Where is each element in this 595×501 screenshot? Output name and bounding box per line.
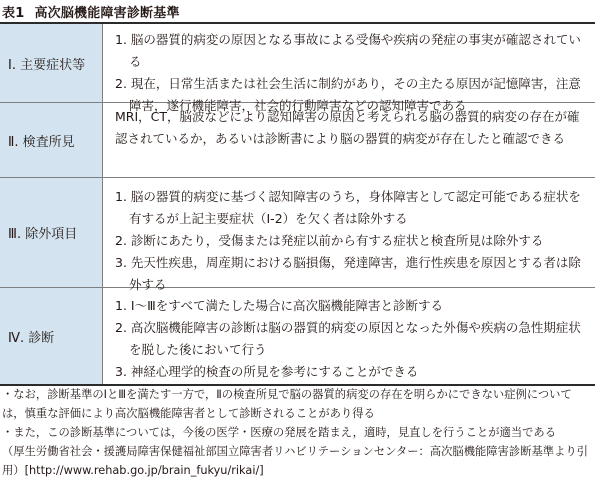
criteria-item: 3. 先天性疾患，周産期における脳損傷，発達障害，進行性疾患を原因とする者は除外する bbox=[115, 255, 581, 292]
criteria-table bbox=[0, 22, 595, 386]
criteria-item: 1. Ⅰ～Ⅲをすべて満たした場合に高次脳機能障害と診断する bbox=[115, 298, 443, 313]
footnotes bbox=[2, 385, 592, 480]
criteria-item: MRI，CT，脳波などにより認知障害の原因と考えられる脳の器質的病変の存在が確認されているか，あるいは診断書により脳の器質的病変が存在したと確認できる bbox=[115, 109, 580, 146]
row-content bbox=[103, 288, 595, 384]
footnote: ・なお，診断基準のⅠとⅢを満たす一方で，Ⅱの検査所見で脳の器質的病変の存在を明らかにできない症例については，慎重な評価により高次脳機能障害者として診断されることがあり得る bbox=[2, 388, 572, 420]
row-content bbox=[103, 24, 595, 113]
criteria-item: 3. 神経心理学的検査の所見を参考にすることができる bbox=[115, 364, 419, 379]
footnote: ・また，この診断基準については，今後の医学・医療の発展を踏まえ，適時，見直しを行うことが適当である bbox=[2, 426, 557, 439]
row-content bbox=[103, 178, 595, 292]
table-number: 表1 bbox=[2, 6, 25, 21]
criteria-item: 1. 脳の器質的病変の原因となる事故による受傷や疾病の発症の事実が確認されている bbox=[115, 32, 581, 69]
source-citation: （厚生労働省社会・援護局障害保健福祉部国立障害者リハビリテーションセンター：高次脳機能障害診断基準より引用）[http://www.rehab.go.jp/brain_fukyu/rikai/] bbox=[2, 445, 588, 477]
table-title-text: 高次脳機能障害診断基準 bbox=[34, 6, 180, 21]
row-heading: Ⅳ. 診断 bbox=[0, 288, 103, 384]
criteria-item: 2. 現在，日常生活または社会生活に制約があり，その主たる原因が記憶障害，注意障害，遂行機能障害，社会的行動障害などの認知障害である bbox=[115, 76, 581, 113]
criteria-row-test-findings bbox=[0, 103, 595, 178]
criteria-item: 2. 診断にあたり，受傷または発症以前から有する症状と検査所見は除外する bbox=[115, 233, 544, 248]
row-content bbox=[103, 103, 595, 177]
row-heading: Ⅰ. 主要症状等 bbox=[0, 24, 103, 102]
row-heading: Ⅱ. 検査所見 bbox=[0, 103, 103, 177]
row-heading: Ⅲ. 除外項目 bbox=[0, 178, 103, 287]
criteria-row-exclusions bbox=[0, 178, 595, 292]
criteria-row-diagnosis bbox=[0, 288, 595, 384]
criteria-row-main-symptoms bbox=[0, 24, 595, 113]
table-title bbox=[2, 2, 180, 21]
criteria-item: 2. 高次脳機能障害の診断は脳の器質的病変の原因となった外傷や疾病の急性期症状を脱した後において行う bbox=[115, 320, 581, 357]
criteria-item: 1. 脳の器質的病変に基づく認知障害のうち，身体障害として認定可能である症状を有するが上記主要症状（Ⅰ-2）を欠く者は除外する bbox=[115, 189, 581, 226]
